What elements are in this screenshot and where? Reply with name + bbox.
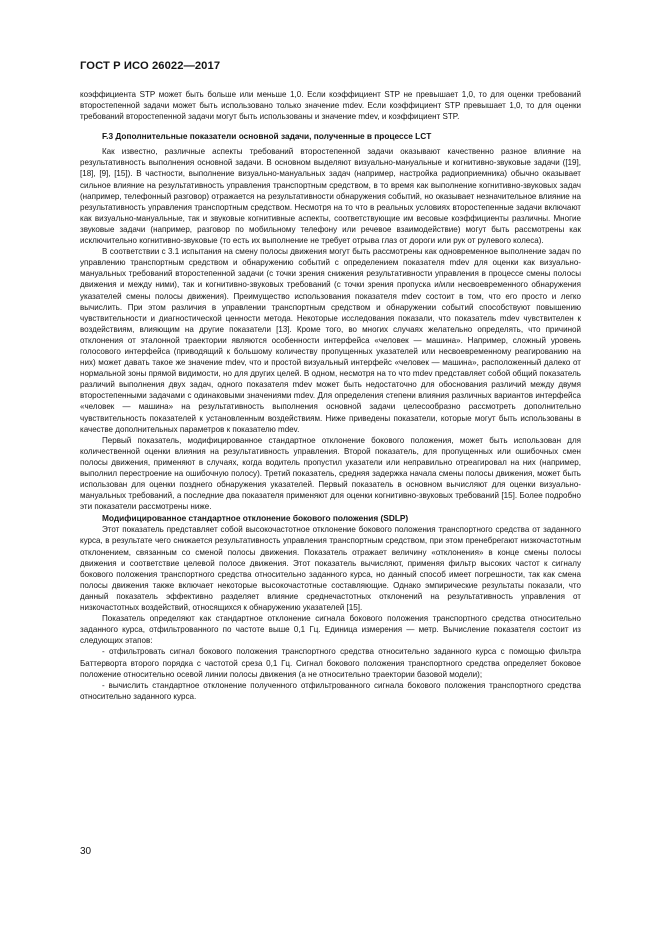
paragraph: Как известно, различные аспекты требований второстепенной задачи оказывают качественно разное влияние на результативность выполнения основной задачи. В основном выделяют визуально-мануальные и когнитивно-звуковые задачи ([19], [18], [9], [15]). В частности, выполнение визуально-мануальных задач (например, настройка радиоприемника) обычно оказывает сильное влияние на результативность управления транспортным средством, в то время как выполнение когнитивно-звуковых задач (например, телефонный разговор) отражается на результативности обнаружения событий, но оказывает незначительное влияние на результативность управления транспортным средством. Несмотря на то что в реальных условиях второстепенные задачи включают как визуально-мануальные, так и звуковые когнитивные аспекты, соответствующие им весовые коэффициенты различны. Многие звуковые задачи (например, разговор по мобильному телефону или речевое взаимодействие) могут быть рассмотрены как исключительно когнитивно-звуковые (то есть их выполнение не требует отрыва глаз от дороги или рук от рулевого колеса). <box>80 147 581 246</box>
paragraph: Этот показатель представляет собой высокочастотное отклонение бокового положения транспортного средства от заданного курса, в результате чего снижается результативность управления транспортным средством, при этом пренебрегают низкочастотным отклонением, связанным со сменой полосы движения. Показатель отражает величину «отклонения» в конце смены полосы движения и соответствие целевой полосе движения. Этот показатель вычисляют, применяя фильтр высоких частот к сигналу бокового положения транспортного средства относительно заданного курса, но данный способ имеет погрешности, так как смена полосы движения также включает некоторые высокочастотные составляющие. Однако эмпирические результаты показали, что данный показатель эффективно разделяет влияние среднечастотных отклонений на результативность управления от низкочастотных воздействий, относящихся к обнаружению указателей [15]. <box>80 525 581 613</box>
section-heading: F.3 Дополнительные показатели основной задачи, полученные в процессе LCT <box>102 131 432 142</box>
subsection-heading: Модифицированное стандартное отклонение бокового положения (SDLP) <box>102 513 409 524</box>
paragraph: Показатель определяют как стандартное отклонение сигнала бокового положения транспортного средства относительно заданного курса, отфильтрованного по частоте выше 0,1 Гц. Единица измерения — метр. Вычисление показателя состоит из следующих этапов: <box>80 614 581 646</box>
paragraph: В соответствии с 3.1 испытания на смену полосы движения могут быть рассмотрены как одновременное выполнение задач по управлению транспортным средством и обнаружению событий с определением показателя mdev для оценки как визуально-мануальных требований второстепенной задачи (с точки зрения снижения результативности управления в процессе смены полосы движения и между ними), так и когнитивно-звуковых требований (с точки зрения пропуска и/или несвоевременного обнаружения указателей смены полосы движения). Преимущество использования показателя mdev состоит в том, что его просто и легко вычислить. При этом различия в управлении транспортным средством и обнаружении событий способствуют повышению чувствительности и диагностической ценности метода. Некоторые исследования показали, что показатель mdev чувствителен к воздействиям, влияющим на другие показатели [13]. Кроме того, во многих случаях желательно определять, что причиной отклонения от эталонной траектории являются особенности интерфейса «человек — машина». Например, сложный уровень голосового интерфейса (приводящий к большому количеству пропущенных указателей или несвоевременному реагированию на них) может давать такое же значение mdev, что и простой визуальный интерфейс «человек — машина», расположенный далеко от нормальной зоны прямой видимости, но для других целей. В одном, несмотря на то что mdev представляет собой общий показатель различий выполнения двух задач, одного показателя mdev может быть недостаточно для обоснования различий между двумя второстепенными задачами с одинаковыми значениями mdev. Для определения степени влияния различных вариантов интерфейса «человек — машина» на результативность выполнения основной задачи целесообразно рассмотреть дополнительно чувствительность показателей к установленным воздействиям. Ниже приведены показатели, которые могут быть использованы в качестве дополнительных параметров к показателю mdev. <box>80 247 581 434</box>
steps-list <box>80 646 581 701</box>
list-item: - вычислить стандартное отклонение полученного отфильтрованного сигнала бокового положения транспортного средства относительно заданного курса. <box>80 680 581 701</box>
document-header-title: ГОСТ Р ИСО 26022—2017 <box>80 60 221 72</box>
paragraph-continuation: коэффициента STP может быть больше или меньше 1,0. Если коэффициент STP не превышает 1,0, то для оценки требований второстепенной задачи может быть использовано только значение mdev. Если коэффициент STP превышает 1,0, то для оценки требований второстепенной задачи могут быть использованы и значение mdev, и коэффициент STP. <box>80 90 581 122</box>
list-item: - отфильтровать сигнал бокового положения транспортного средства относительно заданного курса с помощью фильтра Баттерворта второго порядка с частотой среза 0,1 Гц. Сигнал бокового положения транспортного средства определяет боковое положение относительно осевой линии полосы движения (а не относительно траектории базовой модели); <box>80 647 581 679</box>
page-number: 30 <box>80 846 92 857</box>
paragraph: Первый показатель, модифицированное стандартное отклонение бокового положения, может быть использован для количественной оценки влияния на результативность управления. Второй показатель, для пропущенных или ошибочных смен полосы движения, применяют в случаях, когда водитель пропустил указатели или неправильно отреагировал на них (например, выполнил перестроение на ошибочную полосу). Третий показатель, средняя задержка начала смены полосы движения, может быть использован для оценки позднего обнаружения указателей. Первый показатель в основном вычисляют для оценки визуально-мануальных требований, а последние два показателя применяют для оценки когнитивно-звуковых требований [15]. Более подробно эти показатели рассмотрены ниже. <box>80 435 581 512</box>
document-body <box>80 89 581 702</box>
